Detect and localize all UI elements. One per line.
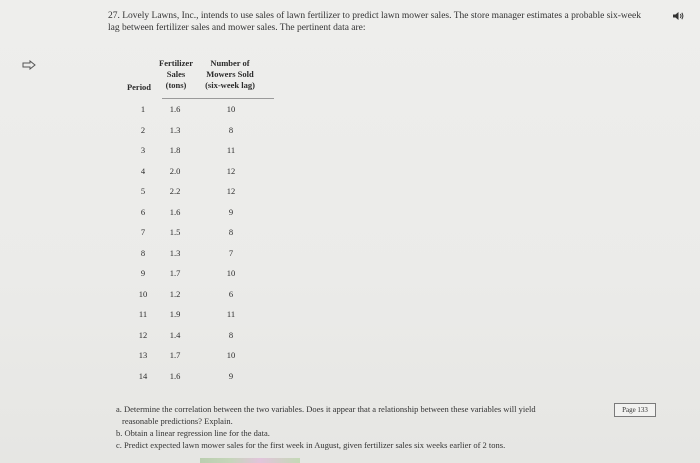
cell-mowers: 12 — [226, 186, 236, 196]
table-row — [116, 225, 276, 246]
header-fertilizer-line3: (tons) — [165, 80, 187, 90]
cell-fertilizer: 1.2 — [169, 288, 181, 299]
cell-fertilizer: 1.7 — [169, 350, 181, 360]
header-mowers-line3: (six-week lag) — [205, 80, 255, 90]
header-mowers-line2: Mowers Sold — [206, 69, 254, 79]
cell-period: 14 — [138, 370, 148, 381]
cell-period: 3 — [140, 145, 146, 155]
cell-period: 13 — [138, 350, 148, 360]
question-b: b. Obtain a linear regression line for the data. — [116, 428, 270, 438]
cell-fertilizer: 1.8 — [169, 145, 181, 155]
header-fertilizer-line1: Fertilizer — [159, 58, 193, 68]
cell-mowers: 9 — [228, 206, 234, 217]
cell-mowers: 7 — [228, 247, 234, 258]
cell-mowers: 11 — [226, 309, 236, 319]
table-row — [116, 328, 276, 349]
question-c: c. Predict expected lawn mower sales for the first week in August, given fertilizer sales six weeks earlier of 2 tons. — [116, 440, 506, 450]
table-row — [116, 307, 276, 328]
cell-fertilizer: 2.2 — [169, 186, 181, 196]
table-row — [116, 143, 276, 164]
cell-fertilizer: 1.3 — [169, 124, 181, 135]
cell-fertilizer: 1.6 — [169, 104, 181, 114]
header-fertilizer-line2: Sales — [166, 69, 186, 79]
header-fertilizer — [154, 58, 198, 91]
cell-mowers: 10 — [226, 350, 236, 360]
cell-mowers: 6 — [228, 288, 234, 299]
cell-period: 9 — [140, 268, 146, 278]
cell-fertilizer: 1.6 — [169, 370, 181, 381]
pointer-marker-icon — [22, 60, 36, 70]
header-period: Period — [126, 82, 152, 92]
cell-mowers: 9 — [228, 370, 234, 381]
cell-period: 6 — [140, 206, 146, 217]
cell-fertilizer: 1.9 — [169, 309, 181, 319]
table-body — [116, 102, 276, 389]
cell-mowers: 11 — [226, 145, 236, 155]
problem-line-1 — [108, 10, 668, 22]
cell-mowers: 8 — [228, 227, 234, 237]
table-row — [116, 266, 276, 287]
cell-period: 12 — [138, 329, 148, 340]
table-row — [116, 164, 276, 185]
table-row — [116, 369, 276, 390]
cell-mowers: 10 — [226, 104, 236, 114]
header-mowers — [198, 58, 262, 91]
table-header — [116, 56, 276, 98]
question-a-line1: a. Determine the correlation between the two variables. Does it appear that a relationship between these variables will yield — [116, 404, 536, 414]
table-row — [116, 102, 276, 123]
cell-period: 5 — [140, 186, 146, 196]
table-row — [116, 348, 276, 369]
questions-block — [116, 403, 636, 451]
cell-mowers: 8 — [228, 124, 234, 135]
cell-period: 7 — [140, 227, 146, 237]
cell-period: 2 — [140, 124, 146, 135]
cell-mowers: 10 — [226, 268, 236, 278]
cell-mowers: 12 — [226, 165, 236, 176]
problem-text-line1: Lovely Lawns, Inc., intends to use sales of lawn fertilizer to predict lawn mower sales. The store manager estimates a probable six-week — [122, 11, 641, 21]
question-a-line2: reasonable predictions? Explain. — [122, 416, 233, 426]
table-row — [116, 287, 276, 308]
cell-fertilizer: 1.4 — [169, 329, 181, 340]
table-row — [116, 184, 276, 205]
speaker-icon[interactable] — [672, 11, 684, 21]
data-table — [116, 56, 276, 389]
cell-fertilizer: 1.7 — [169, 268, 181, 278]
cell-period: 8 — [140, 247, 146, 258]
header-mowers-line1: Number of — [210, 58, 250, 68]
cell-period: 4 — [140, 165, 146, 176]
cell-period: 11 — [138, 309, 148, 319]
cell-fertilizer: 2.0 — [169, 165, 181, 176]
table-row — [116, 205, 276, 226]
page-number-label: Page 133 — [614, 403, 656, 417]
header-rule — [162, 98, 274, 99]
problem-statement — [108, 10, 668, 34]
bottom-color-strip — [200, 458, 300, 463]
cell-mowers: 8 — [228, 329, 234, 340]
cell-fertilizer: 1.6 — [169, 206, 181, 217]
cell-period: 10 — [138, 288, 148, 299]
table-row — [116, 246, 276, 267]
table-row — [116, 123, 276, 144]
problem-text-line2: lag between fertilizer sales and mower sales. The pertinent data are: — [108, 23, 366, 33]
cell-fertilizer: 1.3 — [169, 247, 181, 258]
cell-period: 1 — [140, 104, 146, 114]
problem-number: 27. — [108, 11, 120, 21]
cell-fertilizer: 1.5 — [169, 227, 181, 237]
